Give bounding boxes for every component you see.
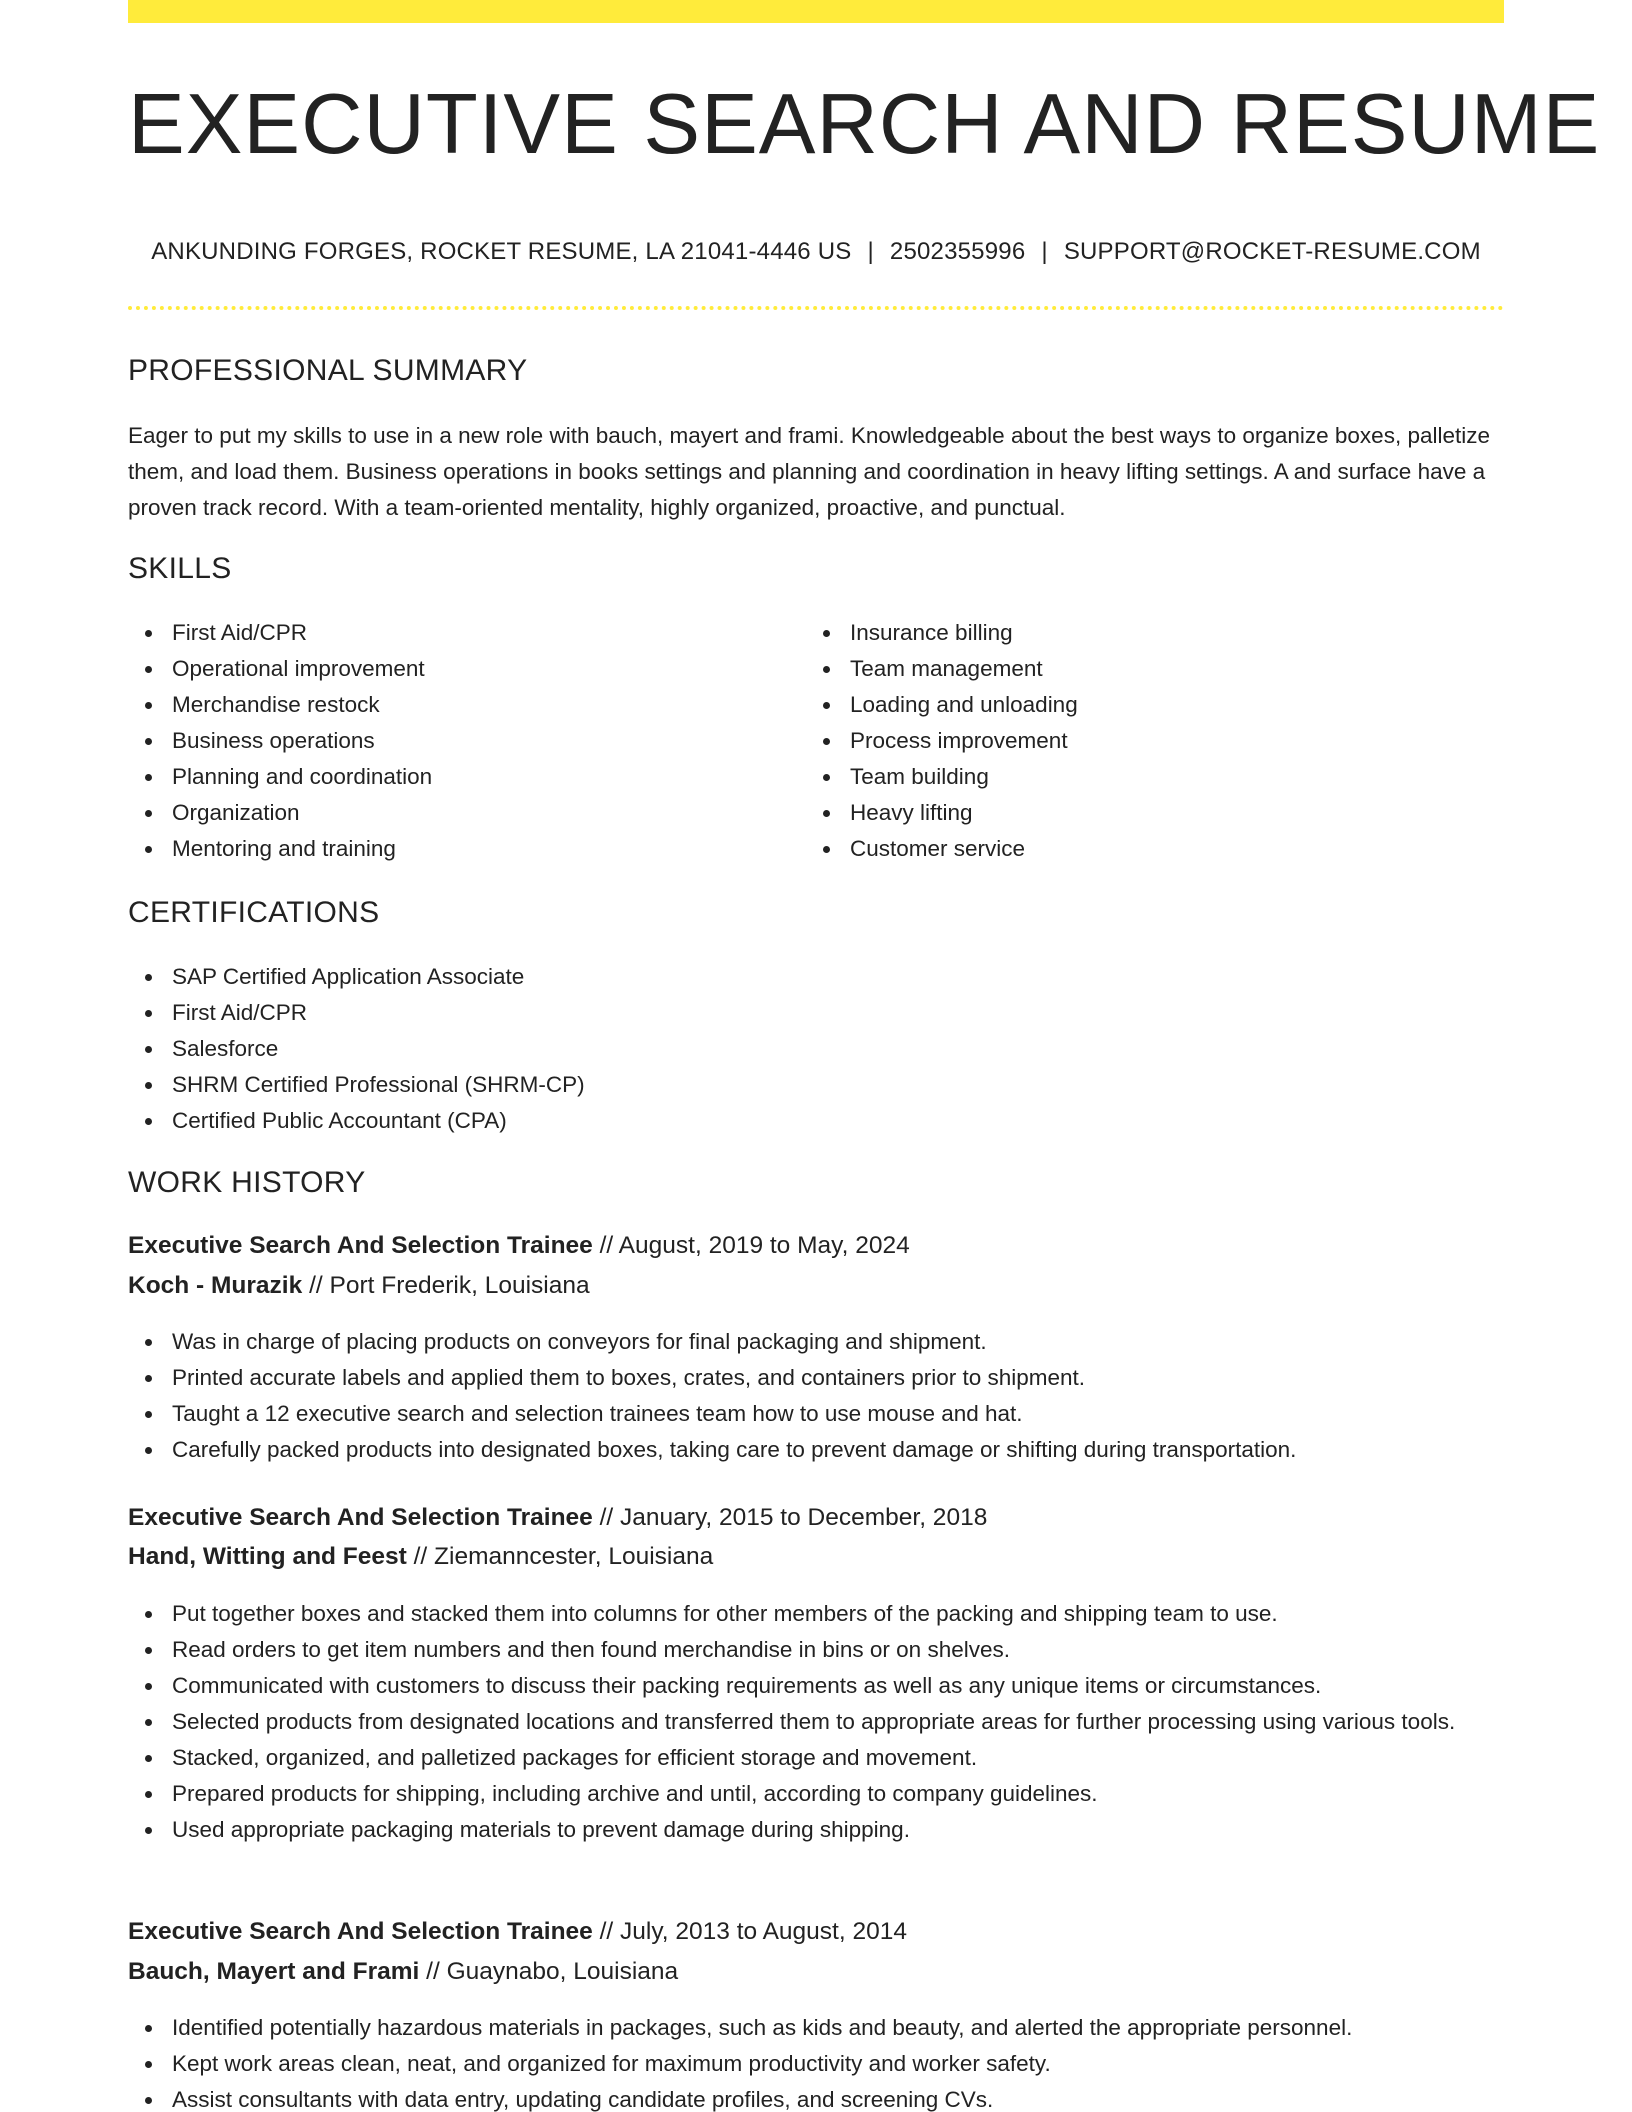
contact-separator: | xyxy=(867,238,874,265)
contact-phone: 2502355996 xyxy=(889,238,1026,265)
resume-name: EXECUTIVE SEARCH AND RESUME xyxy=(128,77,1601,172)
contact-separator: | xyxy=(1041,238,1048,265)
top-accent-bar xyxy=(128,0,1504,23)
job-title-line xyxy=(128,1504,987,1532)
job-bullet: Printed accurate labels and applied them to boxes, crates, and containers prior to shipment. xyxy=(128,1360,1508,1396)
job-bullet: Put together boxes and stacked them into columns for other members of the packing and shipping team to use. xyxy=(128,1596,1508,1632)
work-history-heading: WORK HISTORY xyxy=(128,1166,366,1199)
skills-heading: SKILLS xyxy=(128,552,232,585)
job-bullet: Identified potentially hazardous materials in packages, such as kids and beauty, and alerted the appropriate personnel. xyxy=(128,2010,1508,2046)
job-company-line xyxy=(128,1958,678,1986)
job-bullet: Communicated with customers to discuss their packing requirements as well as any unique items or circumstances. xyxy=(128,1668,1508,1704)
job-bullet: Assist consultants with data entry, updating candidate profiles, and screening CVs. xyxy=(128,2082,1508,2112)
skill-item: Operational improvement xyxy=(128,651,788,687)
skill-item: Mentoring and training xyxy=(128,831,788,867)
job-company: Hand, Witting and Feest xyxy=(128,1543,407,1570)
contact-line xyxy=(128,238,1504,266)
job-company-line xyxy=(128,1272,590,1300)
job-bullet: Was in charge of placing products on conveyors for final packaging and shipment. xyxy=(128,1324,1508,1360)
contact-email: SUPPORT@ROCKET-RESUME.COM xyxy=(1063,238,1481,265)
skills-list-right xyxy=(806,615,1466,867)
job-role: Executive Search And Selection Trainee xyxy=(128,1232,593,1259)
certification-item: SAP Certified Application Associate xyxy=(128,959,1504,995)
job-dates: // August, 2019 to May, 2024 xyxy=(599,1232,910,1259)
job-location: // Guaynabo, Louisiana xyxy=(426,1958,679,1985)
job-bullet: Used appropriate packaging materials to prevent damage during shipping. xyxy=(128,1812,1508,1848)
contact-address: ANKUNDING FORGES, ROCKET RESUME, LA 21041-4446 US xyxy=(151,238,852,265)
job-dates: // July, 2013 to August, 2014 xyxy=(599,1918,907,1945)
job-location: // Ziemanncester, Louisiana xyxy=(413,1543,714,1570)
certification-item: SHRM Certified Professional (SHRM-CP) xyxy=(128,1067,1504,1103)
job-bullets xyxy=(128,1596,1508,1848)
job-bullets xyxy=(128,1324,1508,1468)
certifications-list xyxy=(128,959,1504,1139)
job-dates: // January, 2015 to December, 2018 xyxy=(599,1504,988,1531)
job-bullet: Read orders to get item numbers and then found merchandise in bins or on shelves. xyxy=(128,1632,1508,1668)
job-bullet: Taught a 12 executive search and selection trainees team how to use mouse and hat. xyxy=(128,1396,1508,1432)
skill-item: Organization xyxy=(128,795,788,831)
skills-list-left xyxy=(128,615,788,867)
job-bullet: Selected products from designated locations and transferred them to appropriate areas for further processing using various tools. xyxy=(128,1704,1508,1740)
dotted-divider xyxy=(128,306,1504,310)
skill-item: Team management xyxy=(806,651,1466,687)
skill-item: Process improvement xyxy=(806,723,1466,759)
skill-item: Customer service xyxy=(806,831,1466,867)
summary-text: Eager to put my skills to use in a new role with bauch, mayert and frami. Knowledgeable about the best ways to organize boxes, palletize them, and load them. Business operations in books settings and planning and coordination in heavy lifting settings. A and surface have a proven track record. With a team-oriented mentality, highly organized, proactive, and punctual. xyxy=(128,423,1490,520)
certification-item: Salesforce xyxy=(128,1031,1504,1067)
summary-heading: PROFESSIONAL SUMMARY xyxy=(128,354,528,387)
job-location: // Port Frederik, Louisiana xyxy=(309,1272,590,1299)
job-company: Koch - Murazik xyxy=(128,1272,303,1299)
certification-item: First Aid/CPR xyxy=(128,995,1504,1031)
skill-item: Loading and unloading xyxy=(806,687,1466,723)
job-company: Bauch, Mayert and Frami xyxy=(128,1958,420,1985)
job-bullet: Carefully packed products into designated boxes, taking care to prevent damage or shifting during transportation. xyxy=(128,1432,1508,1468)
skill-item: First Aid/CPR xyxy=(128,615,788,651)
skill-item: Team building xyxy=(806,759,1466,795)
job-title-line xyxy=(128,1232,910,1260)
certification-item: Certified Public Accountant (CPA) xyxy=(128,1103,1504,1139)
certifications-heading: CERTIFICATIONS xyxy=(128,896,380,929)
skill-item: Planning and coordination xyxy=(128,759,788,795)
job-title-line xyxy=(128,1918,907,1946)
job-bullet: Stacked, organized, and palletized packages for efficient storage and movement. xyxy=(128,1740,1508,1776)
skill-item: Merchandise restock xyxy=(128,687,788,723)
skill-item: Insurance billing xyxy=(806,615,1466,651)
job-bullet: Prepared products for shipping, including archive and until, according to company guidelines. xyxy=(128,1776,1508,1812)
skill-item: Business operations xyxy=(128,723,788,759)
job-role: Executive Search And Selection Trainee xyxy=(128,1504,593,1531)
skill-item: Heavy lifting xyxy=(806,795,1466,831)
job-bullets xyxy=(128,2010,1508,2112)
job-bullet: Kept work areas clean, neat, and organized for maximum productivity and worker safety. xyxy=(128,2046,1508,2082)
job-company-line xyxy=(128,1543,713,1571)
job-role: Executive Search And Selection Trainee xyxy=(128,1918,593,1945)
